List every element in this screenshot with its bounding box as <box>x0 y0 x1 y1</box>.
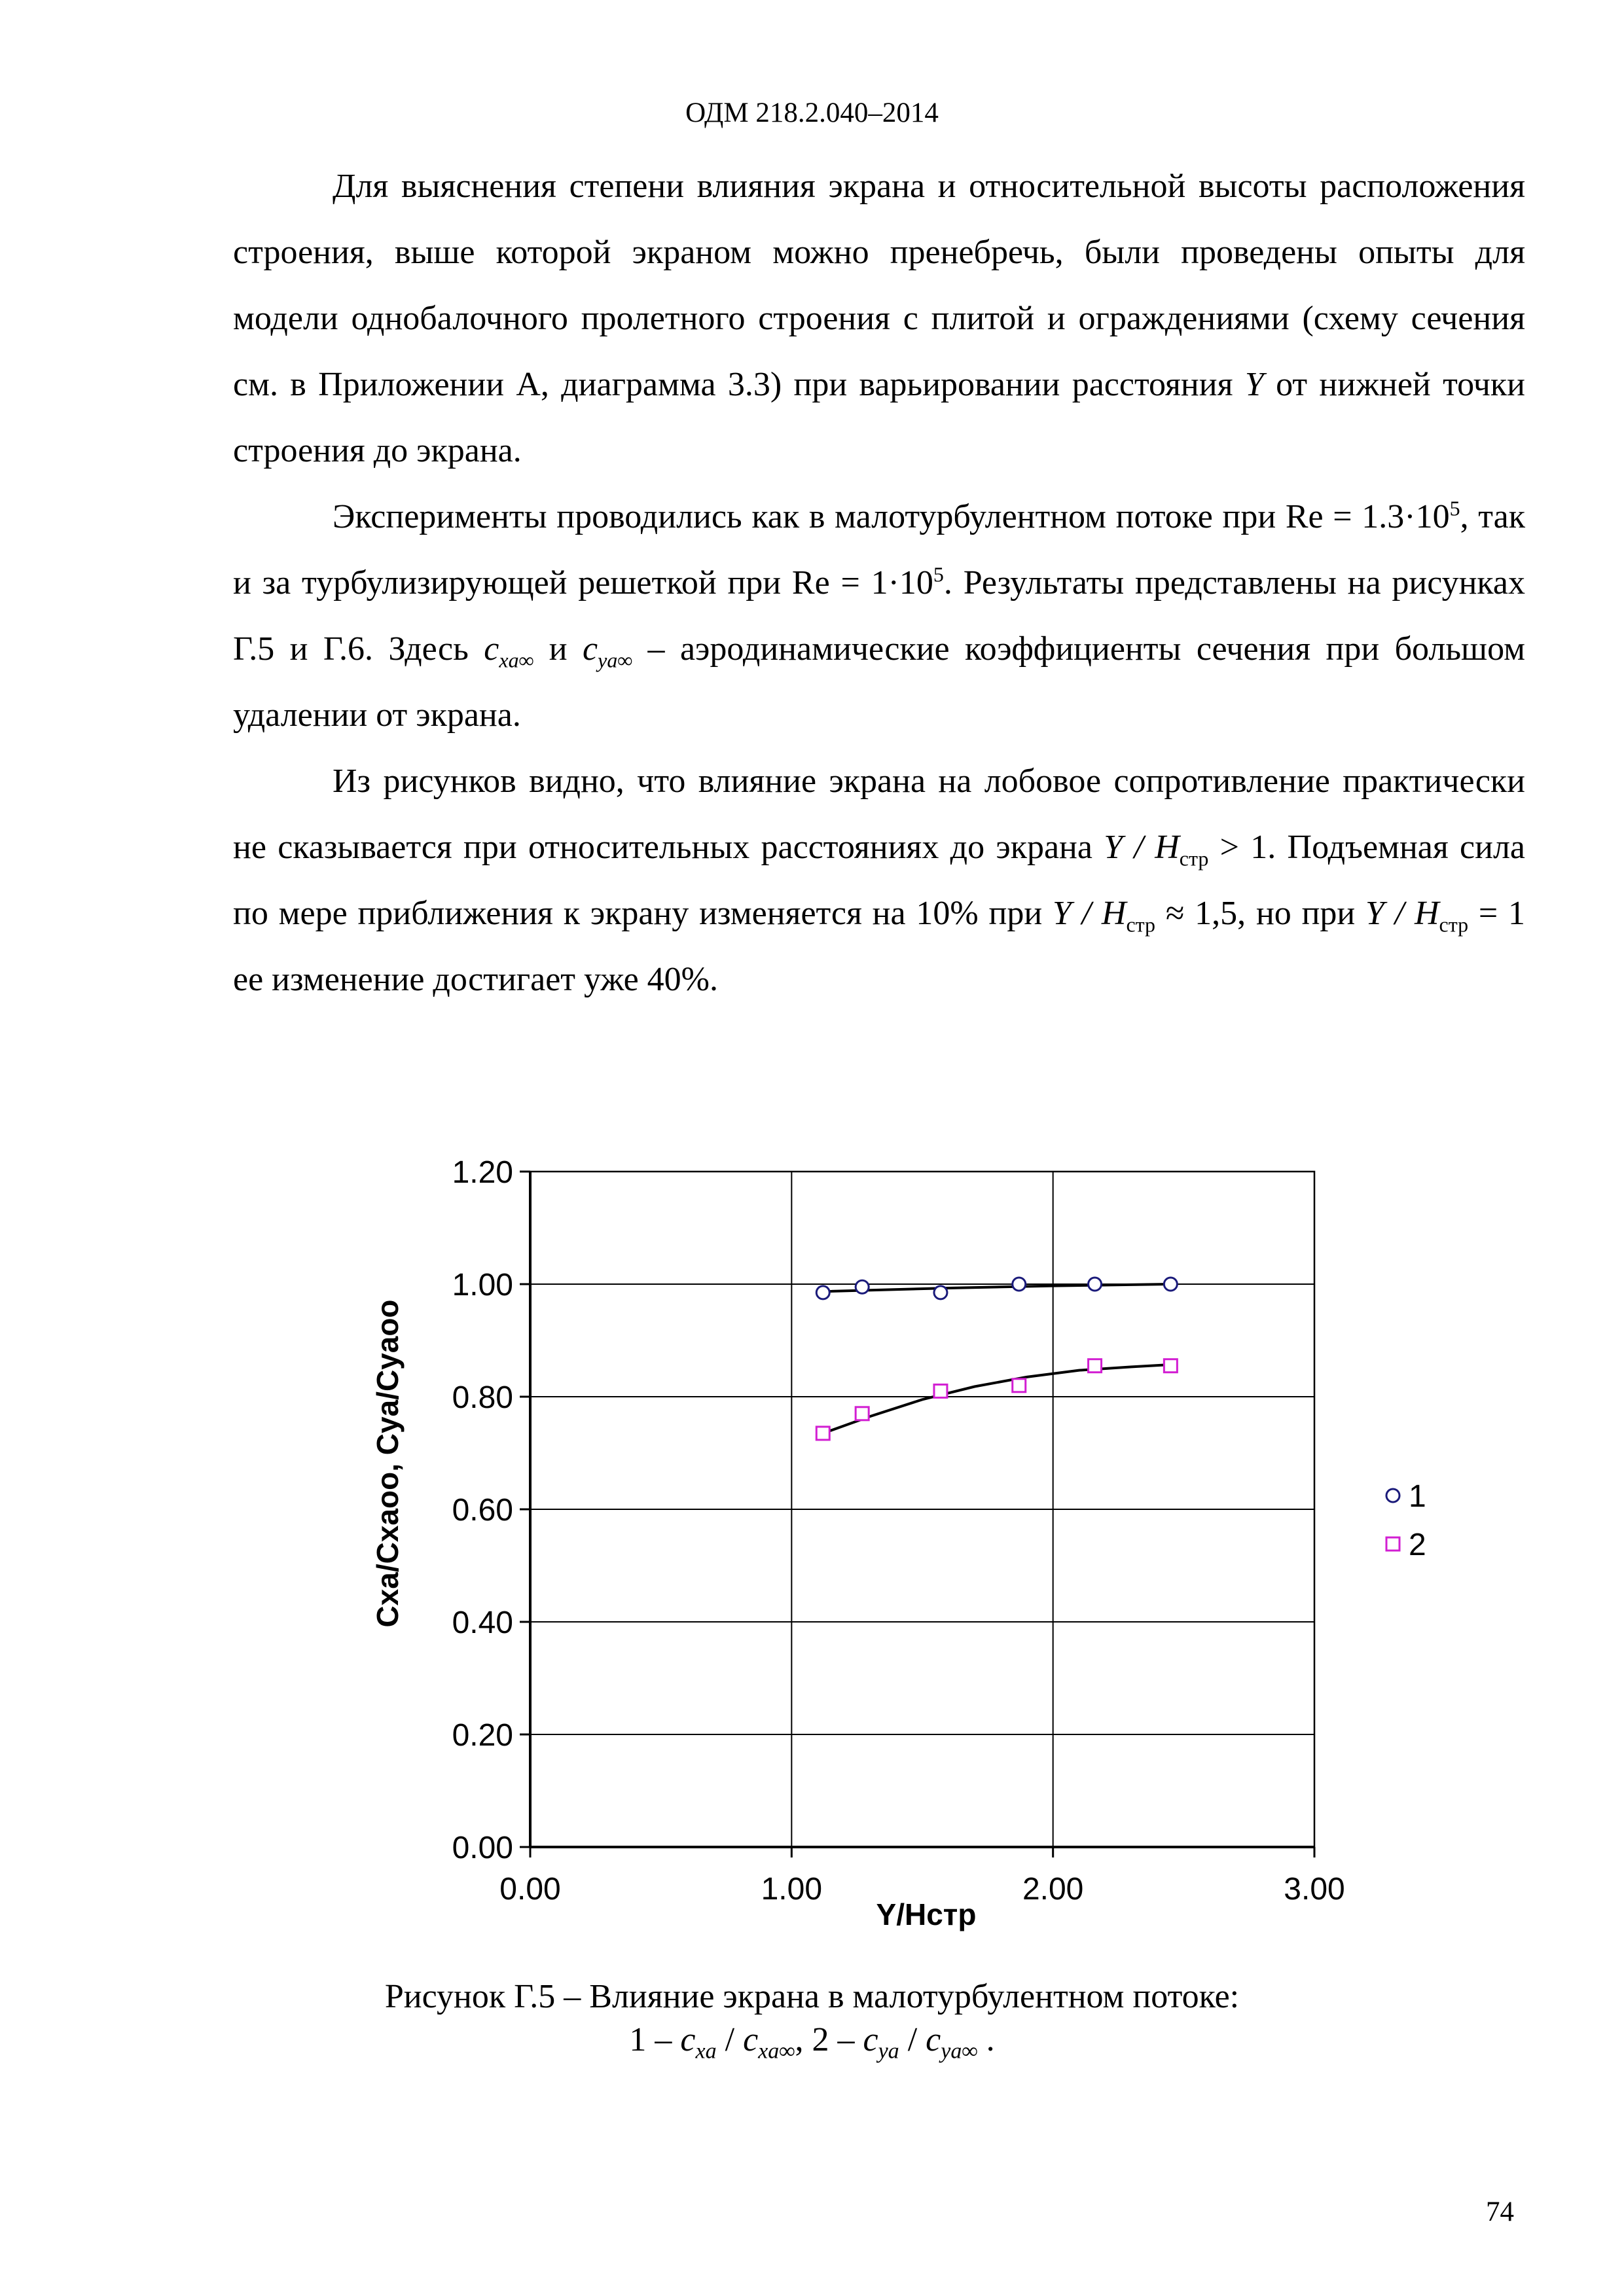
x-tick-label: 3.00 <box>1284 1872 1345 1907</box>
caption-line-2: $1 - c_{xa} / c_{xa\infty}$, $2 - c_{ya} / c_{ya\infty}$ . <box>629 2021 995 2064</box>
data-point-series-1 <box>856 1280 869 1293</box>
y-tick-label: 0.60 <box>452 1493 513 1528</box>
data-point-series-2 <box>856 1407 869 1420</box>
caption-line-1: Рисунок Г.5 – Влияние экрана в малотурбулентном потоке: <box>384 1978 1240 2015</box>
data-point-series-1 <box>934 1286 947 1299</box>
x-tick-label: 0.00 <box>499 1872 561 1907</box>
data-point-series-1 <box>1164 1278 1177 1291</box>
y-tick-label: 0.80 <box>452 1380 513 1415</box>
data-point-series-2 <box>1013 1379 1026 1392</box>
data-point-series-1 <box>1013 1278 1026 1291</box>
data-point-series-2 <box>1089 1359 1102 1372</box>
y-tick-label: 1.00 <box>452 1268 513 1302</box>
data-point-series-1 <box>1089 1278 1102 1291</box>
trendline-series-1 <box>823 1284 1170 1291</box>
y-tick-label: 0.00 <box>452 1831 513 1865</box>
legend-label-series-1: 1 <box>1409 1479 1426 1514</box>
x-tick-label: 1.00 <box>761 1872 823 1907</box>
x-tick-label: 2.00 <box>1022 1872 1084 1907</box>
paragraph-2: Эксперименты проводились как в малотурбулентном потоке при $Re = 1.3\cdot 10^5$, так и за турбулизирующей решеткой при $Re = 1\cdot 10^5$. Результаты представлены на рисунках Г.5 и Г.6. Здесь $c_{xa\infty}$ и $c_{ya\infty}$ – аэродинамические коэффициенты сечения при большом удалении от экрана. <box>233 496 1526 734</box>
data-point-series-2 <box>1164 1359 1177 1372</box>
data-point-series-2 <box>934 1384 947 1397</box>
trendline-series-2 <box>823 1365 1170 1433</box>
legend-marker-series-1 <box>1386 1489 1399 1502</box>
figure-caption <box>0 1975 1624 2062</box>
document-header: ОДМ 218.2.040–2014 <box>685 98 939 128</box>
x-axis-label: Y/Нстр <box>876 1897 977 1931</box>
paragraph-3: Из рисунков видно, что влияние экрана на лобовое сопротивление практически не сказывается при относительных расстояниях до экрана $Y / H_{стр} > 1$. Подъемная сила по мере приближения к экрану изменяется на 10% при $Y / H_{стр} \approx 1,5$, но при $Y / H_{стр} = 1$ ее изменение достигает уже 40%. <box>233 762 1526 998</box>
y-tick-label: 0.40 <box>452 1605 513 1640</box>
data-point-series-1 <box>816 1286 829 1299</box>
page-number: 74 <box>1486 2197 1514 2227</box>
y-tick-label: 0.20 <box>452 1718 513 1753</box>
data-point-series-2 <box>816 1427 829 1440</box>
y-axis-label: Cxa/Cxaoo, Cya/Cyaoo <box>370 1299 405 1628</box>
paragraph-1: Для выяснения степени влияния экрана и относительной высоты расположения строения, выше которой экраном можно пренебречь, были проведены опыты для модели однобалочного пролетного строения с плитой и ограждениями (схему сечения см. в Приложении А, диаграмма 3.3) при варьировании расстояния Y от нижней точки строения до экрана. <box>233 168 1526 469</box>
legend-marker-series-2 <box>1386 1537 1399 1551</box>
legend-label-series-2: 2 <box>1409 1528 1426 1562</box>
y-tick-label: 1.20 <box>452 1155 513 1190</box>
